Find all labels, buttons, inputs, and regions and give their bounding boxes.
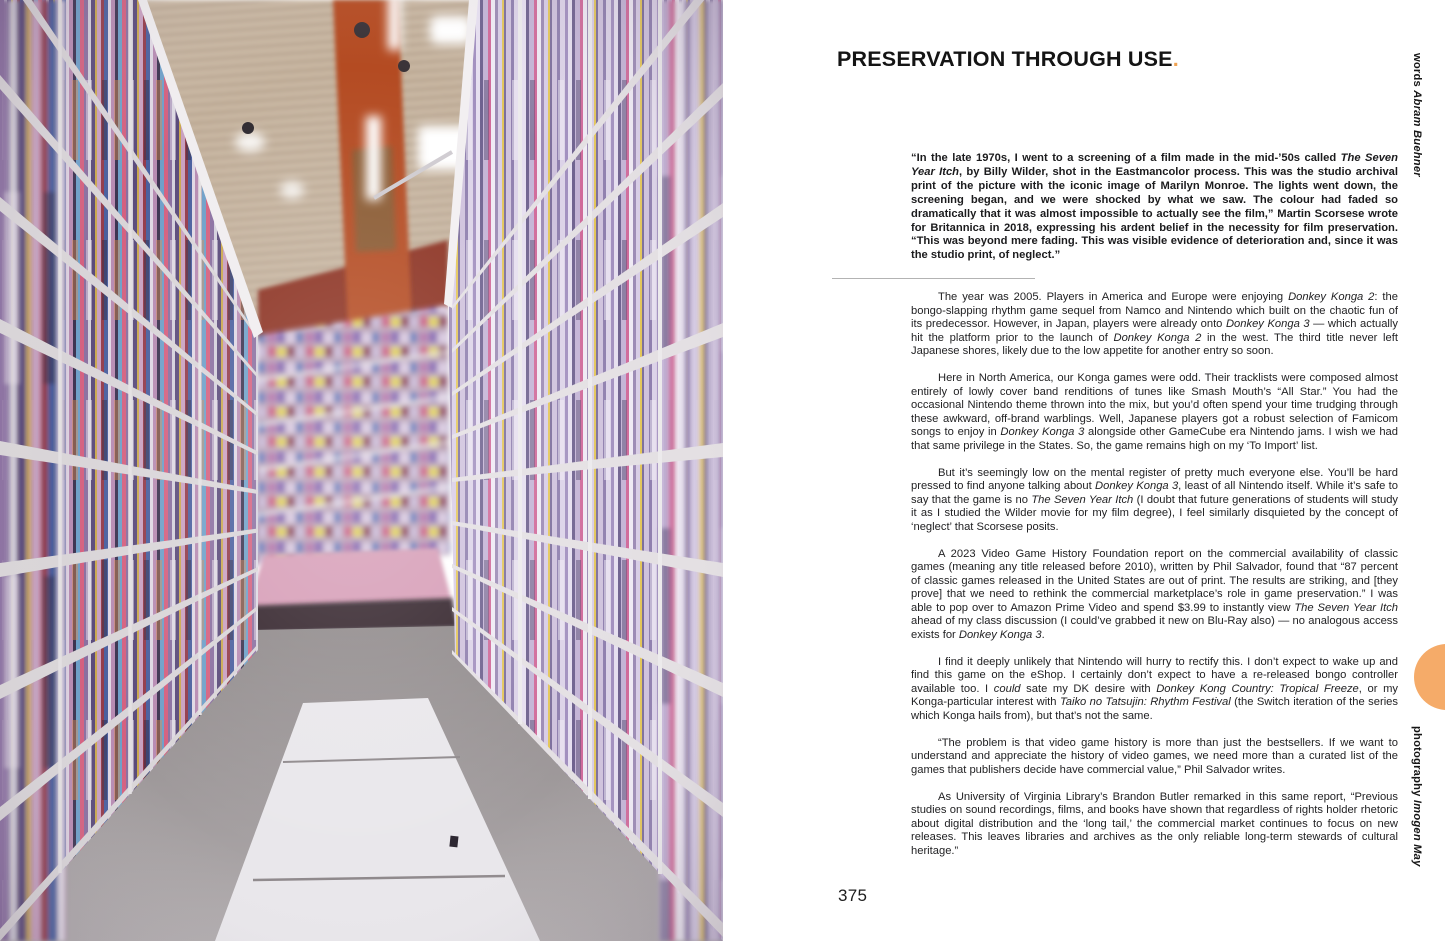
article-body	[911, 291, 1398, 858]
body-paragraph: The year was 2005. Players in America and Europe were enjoying Donkey Konga 2: the bongo-slapping rhythm game sequel from Namco and Nintendo which built on the chaotic fun of its predecessor. However, in Japan, players were already onto Donkey Konga 3 — which actually hit the platform prior to the launch of Donkey Konga 2 in the west. The third title never left Japanese shores, likely due to the low appetite for another entry so soon.	[911, 291, 1398, 357]
page-title	[837, 47, 1179, 72]
body-paragraph: A 2023 Video Game History Foundation report on the commercial availability of classic games (meaning any title released before 2010), written by Phil Salvador, found that “87 percent of classic games released in the United States are out of print. The results are striking, and [they prove] that we need to rethink the commercial marketplace’s role in game preservation.” I was able to pop over to Amazon Prime Video and spend $3.99 to instantly view The Seven Year Itch ahead of my class discussion (I could’ve grabbed it new on Blu-Ray also) — no analogous access exists for Donkey Konga 3.	[911, 547, 1399, 641]
photography-credit-label: photography	[1411, 726, 1423, 800]
body-paragraph: But it’s seemingly low on the mental register of pretty much everyone else. You’ll be hard pressed to find anyone talking about Donkey Konga 3, least of all Nintendo itself. While it’s safe to say that the game is no The Seven Year Itch (I doubt that future generations of students will study it as I studied the Wilder movie for my film degree), I feel similarly disquieted by the concept of ‘neglect’ that Scorsese posits.	[911, 466, 1399, 533]
words-credit-name: Abram Buehner	[1411, 90, 1423, 177]
words-credit	[1411, 53, 1423, 177]
body-paragraph: I find it deeply unlikely that Nintendo will hurry to rectify this. I don’t expect to wake up and find this game on the eShop. I certainly don’t expect to have a re-released bongo controller available too. I could sate my DK desire with Donkey Kong Country: Tropical Freeze, or my Konga-particular interest with Taiko no Tatsujin: Rhythm Festival (the Switch iteration of the series which Konga hails from), but that’s not the same.	[911, 655, 1398, 722]
orange-dot	[1414, 644, 1445, 710]
divider-rule	[832, 278, 1035, 279]
title-accent-period: .	[1172, 47, 1179, 71]
orange-dot-circle	[1414, 644, 1445, 710]
photography-credit	[1411, 726, 1423, 867]
page-title-text: PRESERVATION THROUGH USE	[837, 47, 1173, 71]
body-paragraph: Here in North America, our Konga games were odd. Their tracklists were composed almost entirely of lowly cover band renditions of tunes like Smash Mouth’s “All Star.” You had the occasional Nintendo theme thrown into the mix, but you’d often spend your time trudging through these awkward, off-brand warblings. Well, Japanese players got a robust selection of Famicom songs to enjoy in Donkey Konga 3 alongside other GameCube era Nintendo jams. I wish we had that same privilege in the States. So, the game remains high on my ‘To Import’ list.	[911, 372, 1399, 452]
body-paragraph: “The problem is that video game history is more than just the bestsellers. If we want to understand and appreciate the history of video games, we need more than a curated list of the games that publishers decide have commercial value,” Phil Salvador writes.	[911, 736, 1398, 776]
page-number: 375	[838, 886, 868, 905]
intro-quote: “In the late 1970s, I went to a screening of a film made in the mid-’50s called The Seven Year Itch, by Billy Wilder, shot in the Eastmancolor process. This was the studio archival print of the picture with the iconic image of Marilyn Monroe. The lights went down, the screening began, and we were shocked by what we saw. The colour had faded so dramatically that it was almost impossible to actually see the film,” Martin Scorsese wrote for Britannica in 2018, expressing his ardent belief in the necessity for film preservation. “This was beyond mere fading. This was visible evidence of deterioration and, since it was the studio print, of neglect.”	[911, 152, 1399, 262]
words-credit-label: words	[1411, 53, 1423, 91]
photography-credit-name: Imogen May	[1411, 799, 1423, 867]
body-paragraph: As University of Virginia Library’s Brandon Butler remarked in this same report, “Previous studies on sound recordings, films, and books have shown that regardless of rights holder rhetoric about digital distribution and the ‘long tail,’ the commercial market continues to focus on new releases. This leaves libraries and archives as the only reliable long-term stewards of cultural heritage.”	[911, 790, 1398, 857]
